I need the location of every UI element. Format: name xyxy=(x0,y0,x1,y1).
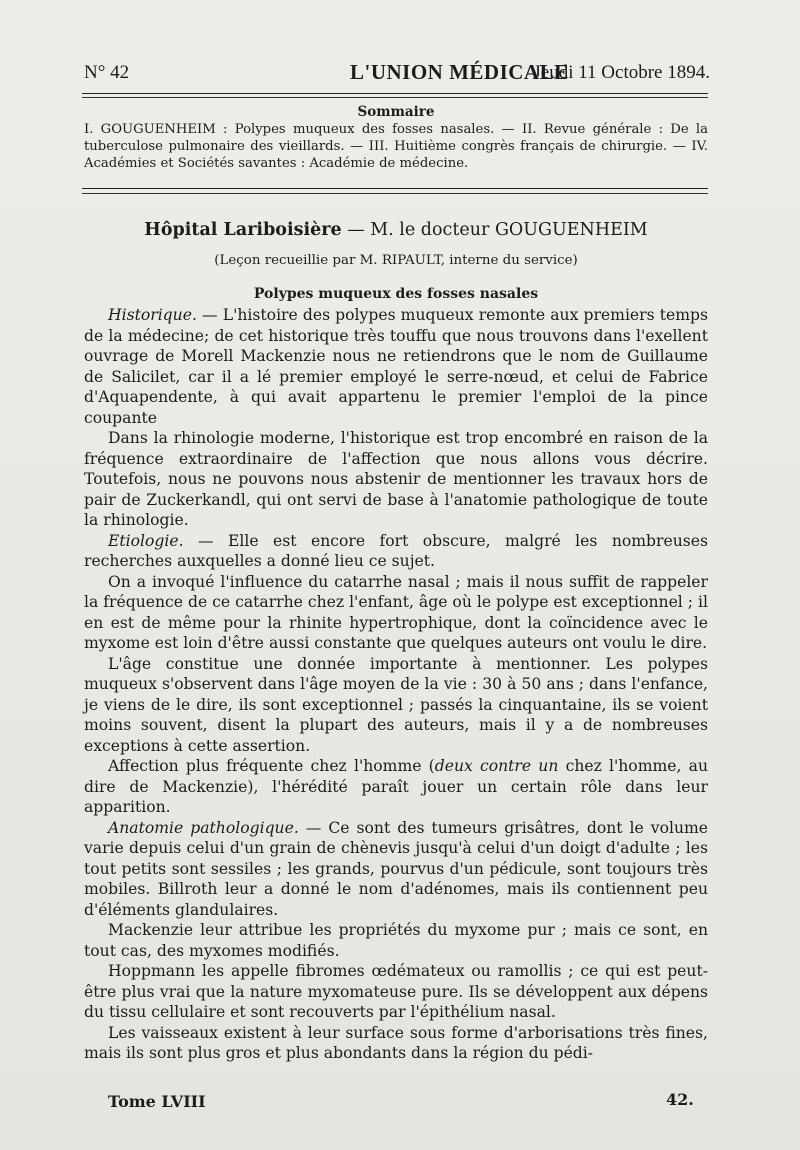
article-body xyxy=(84,305,708,1064)
paragraph-heading: Etiologie. xyxy=(108,531,184,550)
paragraph-affection xyxy=(84,756,708,818)
paragraph-text: — L'histoire des polypes muqueux remonte aux premiers temps de la médecine; de cet historique très touffu que nous trouvons dans l'exellent ouvrage de Morell Mackenzie nous ne retiendrons que le nom de Guillaume de Salicilet, car il a lé premier employé le serre-nœud, et celui de Fabrice d'Aquapendente, à qui avait appartenu le premier l'emploi de la pince coupante xyxy=(84,306,708,427)
lecture-note: (Leçon recueillie par M. RIPAULT, interne du service) xyxy=(214,253,578,268)
paragraph-age: L'âge constitue une donnée importante à mentionner. Les polypes muqueux s'observent dans l'âge moyen de la vie : 30 à 50 ans ; dans l'enfance, je viens de le dire, ils sont exceptionnel ; passés la cinquantaine, ils se voient moins souvent, disent la plupart des auteurs, mais il y a de nombreuses exceptions à cette assertion. xyxy=(84,654,708,755)
paragraph-catarrhe: On a invoqué l'influence du catarrhe nasal ; mais il nous suffit de rappeler la fréquence de ce catarrhe chez l'enfant, âge où le polype est exceptionnel ; il en est de même pour la rhinite hypertrophique, dont la coïncidence avec le myxome est loin d'être aussi constante que quelques auteurs ont voulu le dire. xyxy=(84,572,708,652)
paragraph-text: — Ce sont des tumeurs grisâtres, dont le volume varie depuis celui d'un grain de chènevis jusqu'à celui d'un doigt d'adulte ; les tout petits sont sessiles ; les grands, pourvus d'un pédicule, sont toujours très mobiles. Billroth leur a donné le nom d'adénomes, mais ils contiennent peu d'éléments glandulaires. xyxy=(84,818,709,919)
paragraph-heading: Anatomie pathologique. xyxy=(108,818,299,837)
issue-date: Jeudi 11 Octobre 1894. xyxy=(533,62,710,83)
article-heading xyxy=(84,218,708,242)
paragraph-anatomie xyxy=(84,818,708,921)
paragraph-text: Affection plus fréquente chez l'homme ( xyxy=(108,757,435,775)
volume-label: Tome LVIII xyxy=(108,1092,206,1111)
header-rule-thin xyxy=(82,97,708,98)
page-header xyxy=(80,58,710,92)
article-subject: Polypes muqueux des fosses nasales xyxy=(253,286,539,302)
paragraph-etiologie xyxy=(84,531,708,572)
journal-title: L'UNION MÉDICALE xyxy=(350,60,569,84)
paragraph-mackenzie: Mackenzie leur attribue les propriétés du myxome pur ; mais ce sont, en tout cas, des myxomes modifiés. xyxy=(84,921,708,960)
summary-box xyxy=(84,104,708,172)
paragraph-historique xyxy=(84,305,708,428)
header-rule xyxy=(82,93,708,94)
paragraph-heading: Historique. xyxy=(108,306,197,324)
article-author: — M. le docteur GOUGUENHEIM xyxy=(347,220,648,240)
hospital-name: Hôpital Lariboisière xyxy=(144,220,342,240)
summary-rule xyxy=(82,188,708,189)
paragraph-hoppmann: Hoppmann les appelle fibromes œdémateux ou ramollis ; ce qui est peut-être plus vrai que la nature myxomateuse pure. Ils se développent aux dépens du tissu cellulaire et sont recouverts par l'épithélium nasal. xyxy=(84,962,708,1021)
paragraph-emphasis: deux contre un xyxy=(434,757,559,775)
issue-number: N° 42 xyxy=(84,62,130,83)
paragraph-text: chez l'homme, au dire de Mackenzie), l'hérédité paraît jouer un certain rôle dans leur apparition. xyxy=(84,757,708,816)
paragraph-text: — Elle est encore fort obscure, malgré les nombreuses recherches auxquelles a donné lieu ce sujet. xyxy=(84,531,708,570)
summary-title: Sommaire xyxy=(357,104,435,120)
paragraph-vaisseaux: Les vaisseaux existent à leur surface sous forme d'arborisations très fines, mais ils sont plus gros et plus abondants dans la région du pédi- xyxy=(84,1023,708,1062)
paragraph-rhinologie: Dans la rhinologie moderne, l'historique est trop encombré en raison de la fréquence extraordinaire de l'affection que nous allons vous décrire. Toutefois, nous ne pouvons nous abstenir de mentionner les travaux hors de pair de Zuckerkandl, qui ont servi de base à l'anatomie pathologique de toute la rhinologie. xyxy=(84,429,708,529)
summary-text: I. GOUGUENHEIM : Polypes muqueux des fosses nasales. — II. Revue générale : De la tuberculose pulmonaire des vieillards. — III. Huitième congrès français de chirurgie. — IV. Académies et Sociétés savantes : Académie de médecine. xyxy=(84,122,708,171)
page-number: 42. xyxy=(666,1090,694,1109)
summary-rule-thin xyxy=(82,193,708,194)
